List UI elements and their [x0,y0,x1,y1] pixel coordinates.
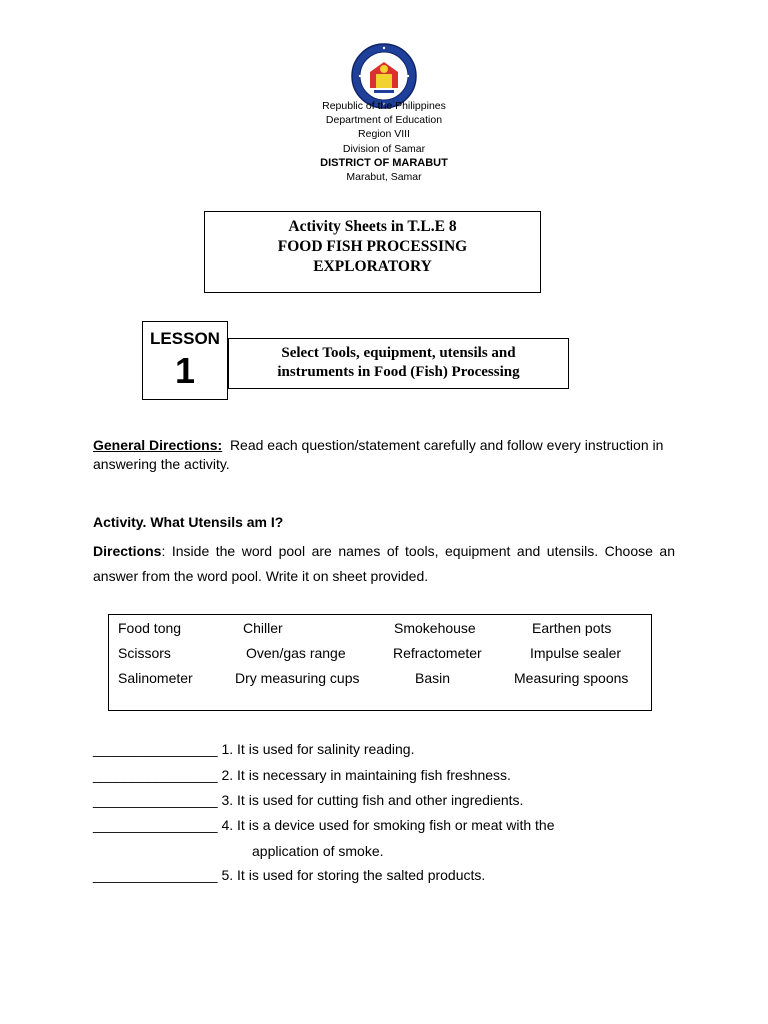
directions-label: Directions [93,543,162,559]
answer-blank[interactable]: ________________ [93,741,218,757]
word-pool-item: Chiller [243,620,283,636]
word-pool-item: Measuring spoons [514,670,629,686]
title-line-1: Activity Sheets in T.L.E 8 [288,218,457,235]
activity-title: Activity. What Utensils am I? [93,514,284,530]
header-district: DISTRICT OF MARABUT [320,156,448,169]
answer-blank[interactable]: ________________ [93,867,218,883]
word-pool-item: Scissors [118,645,171,661]
question-text: 4. It is a device used for smoking fish or meat with the [221,817,555,833]
lesson-number: 1 [174,350,196,391]
question-4-continuation: application of smoke. [252,843,384,859]
question-2 [93,767,511,783]
activity-title-box [204,211,541,293]
answer-blank[interactable]: ________________ [93,817,218,833]
general-directions-label: General Directions: [93,437,223,453]
title-line-3: EXPLORATORY [313,258,432,275]
lesson-title-line-2: instruments in Food (Fish) Processing [277,364,520,380]
question-5 [93,867,485,883]
question-text: 3. It is used for cutting fish and other ingredients. [221,792,524,808]
activity-directions [93,539,675,589]
word-pool-item: Basin [415,670,451,686]
header-location: Marabut, Samar [346,171,422,184]
question-text: 1. It is used for salinity reading. [221,741,415,757]
answer-blank[interactable]: ________________ [93,792,218,808]
question-4 [93,817,555,833]
general-directions [93,436,683,474]
lesson-title-box [228,338,569,389]
question-text: 5. It is used for storing the salted products. [221,867,486,883]
word-pool-item: Food tong [118,620,182,636]
title-line-2: FOOD FISH PROCESSING [277,238,468,255]
answer-blank[interactable]: ________________ [93,767,218,783]
header-line-department: Department of Education [325,114,443,127]
document-header [0,99,768,184]
question-1 [93,741,414,757]
word-pool-item: Dry measuring cups [235,670,360,686]
word-pool-item: Salinometer [118,670,193,686]
header-line-division: Division of Samar [342,142,426,155]
word-pool-item: Refractometer [393,645,482,661]
word-pool-item: Impulse sealer [530,645,622,661]
word-pool-item: Smokehouse [394,620,476,636]
lesson-label: LESSON [150,329,220,348]
header-line-republic: Republic of the Philippines [322,100,446,112]
lesson-number-box [142,321,228,400]
general-directions-text: Read each question/statement carefully and follow every instruction in answering the activity. [93,437,664,472]
directions-text: : Inside the word pool are names of tools, equipment and utensils. Choose an answer from the word pool. Write it on sheet provided. [93,543,675,584]
word-pool-box [108,614,652,711]
lesson-title-line-1: Select Tools, equipment, utensils and [281,345,516,361]
question-3 [93,792,523,808]
header-line-region: Region VIII [358,128,410,141]
question-text: 2. It is necessary in maintaining fish freshness. [221,767,511,783]
word-pool-item: Earthen pots [532,620,612,636]
word-pool-item: Oven/gas range [246,645,346,661]
